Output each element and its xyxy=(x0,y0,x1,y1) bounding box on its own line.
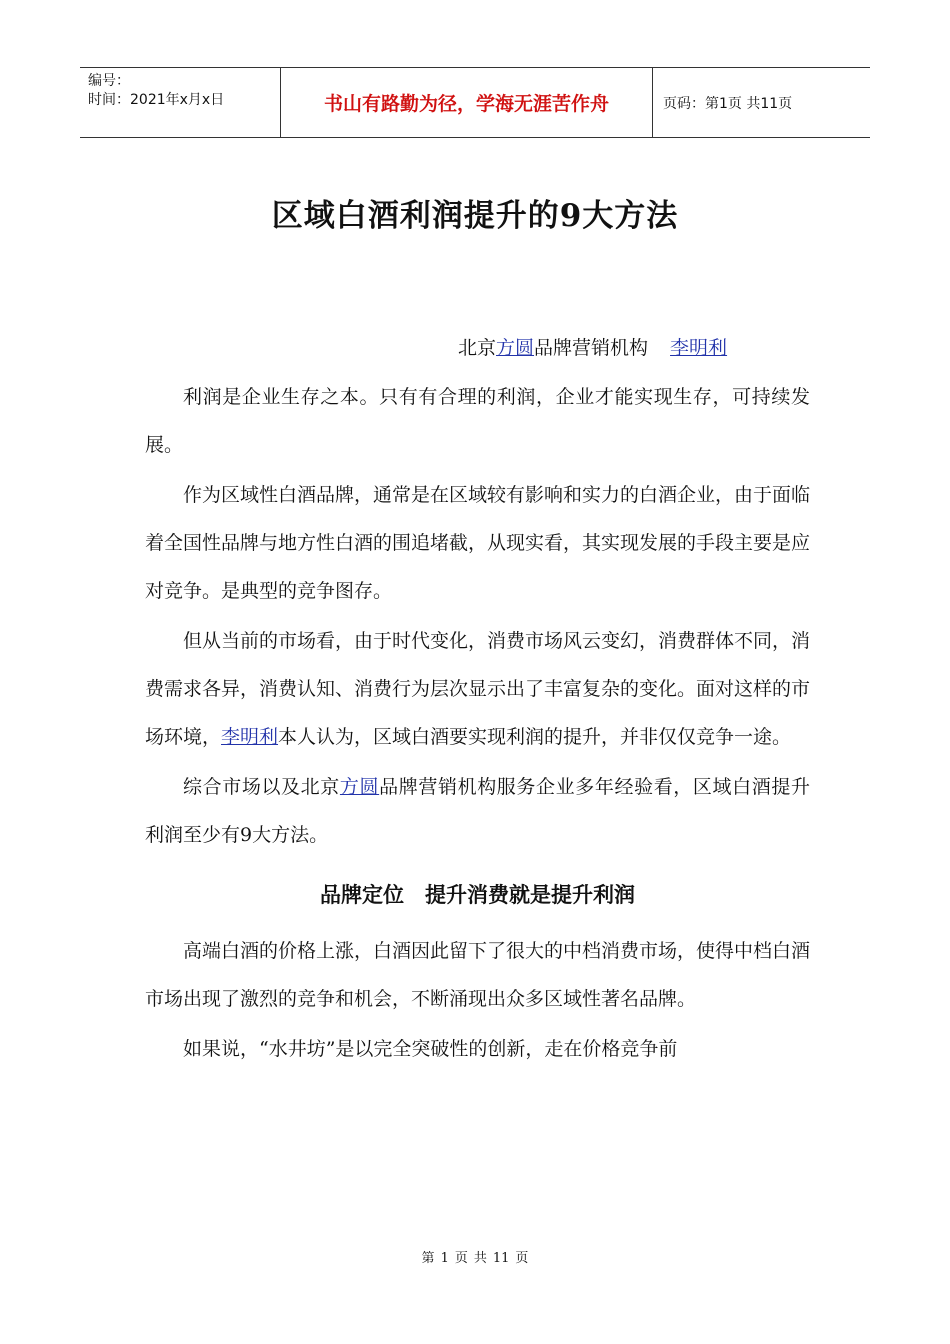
header-table xyxy=(80,67,870,138)
author-name-link-inline[interactable]: 李明利 xyxy=(221,726,279,748)
author-line xyxy=(458,333,727,360)
header-motto: 书山有路勤为径，学海无涯苦作舟 xyxy=(280,68,653,137)
page-footer xyxy=(0,1247,950,1266)
author-prefix: 北京 xyxy=(458,337,497,359)
number-label: 编号： xyxy=(88,73,130,89)
footer-page-label: 第 xyxy=(421,1251,435,1266)
document-body xyxy=(145,373,810,1075)
paragraph-5: 高端白酒的价格上涨，白酒因此留下了很大的中档消费市场，使得中档白酒市场出现了激烈的竞争和机会，不断涌现出众多区域性著名品牌。 xyxy=(145,940,811,1010)
section-heading: 品牌定位 提升消费就是提升利润 xyxy=(320,883,635,907)
footer-page-num: 1 xyxy=(440,1251,449,1266)
paragraph-2: 作为区域性白酒品牌，通常是在区域较有影响和实力的白酒企业，由于面临着全国性品牌与地方性白酒的围追堵截，从现实看，其实现发展的手段主要是应对竞争。是典型的竞争图存。 xyxy=(145,484,811,602)
paragraph-4-text-b: 品牌营销机构服务企业多年经验看，区域白酒提升利润至少有9大方法。 xyxy=(145,776,810,846)
paragraph-1: 利润是企业生存之本。只有有合理的利润，企业才能实现生存，可持续发展。 xyxy=(145,386,810,456)
footer-total-unit: 页 xyxy=(515,1251,529,1266)
paragraph-4 xyxy=(145,763,810,859)
header-page-info: 页码：第1页 共11页 xyxy=(663,95,793,112)
paragraph-3-text-a: 但从当前的市场看，由于时代变化，消费市场风云变幻，消费群体不同，消费需求各异，消费认知、消费行为层次显示出了丰富复杂的变化。面对这样的市场环境， xyxy=(145,630,811,748)
author-name-link[interactable]: 李明利 xyxy=(670,337,728,359)
footer-page-unit: 页 xyxy=(454,1251,468,1266)
paragraph-6: 如果说，“水井坊”是以完全突破性的创新，走在价格竞争前 xyxy=(183,1038,678,1060)
time-label: 时间：2021年x月x日 xyxy=(88,92,225,108)
header-meta xyxy=(80,68,280,137)
org-link[interactable]: 方圆 xyxy=(496,337,535,359)
paragraph-3-text-b: 本人认为，区域白酒要实现利润的提升，并非仅仅竞争一途。 xyxy=(278,726,792,748)
paragraph-3 xyxy=(145,617,810,761)
document-title: 区域白酒利润提升的9大方法 xyxy=(271,198,679,234)
paragraph-4-text-a: 综合市场以及北京 xyxy=(183,776,340,798)
footer-total-label: 共 xyxy=(473,1251,487,1266)
footer-total-num: 11 xyxy=(492,1251,510,1266)
author-org-rest: 品牌营销机构 xyxy=(534,337,649,359)
org-link-inline[interactable]: 方圆 xyxy=(339,776,380,798)
